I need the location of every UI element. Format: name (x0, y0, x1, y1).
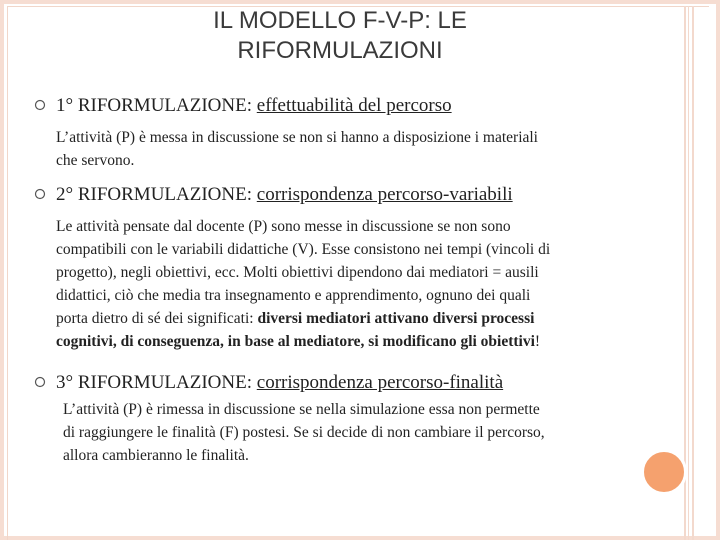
slide-title-line-2: RIFORMULAZIONI (237, 37, 443, 64)
decorative-rail (692, 6, 694, 540)
item-1-body-line: che servono. (56, 152, 135, 169)
ring-bullet-icon (34, 376, 46, 392)
item-2-body-line-mixed (56, 307, 676, 330)
item-3-body (63, 398, 683, 467)
item-3-body-line: di raggiungere le finalità (F) postesi. Se si decide di non cambiare il percorso, (63, 424, 545, 441)
slide-title-line-1: IL MODELLO F-V-P: LE (213, 7, 467, 34)
item-2-body-bold: cognitivi, di conseguenza, in base al mediatore, si modificano gli obiettivi (56, 333, 535, 350)
item-1-body-line: L’attività (P) è messa in discussione se non si hanno a disposizione i materiali (56, 129, 538, 146)
item-2-body-line-bold (56, 330, 676, 353)
ring-bullet-icon (34, 99, 46, 115)
item-3-heading (56, 372, 503, 394)
slide-title (120, 6, 560, 66)
item-2-heading (56, 184, 513, 206)
item-2-body (56, 215, 676, 353)
item-2-body-line: compatibili con le variabili didattiche (V). Esse consistono nei tempi (vincoli di (56, 241, 551, 258)
item-3-heading-topic: corrispondenza percorso-finalità (256, 372, 504, 393)
item-2-body-bold: diversi mediatori attivano diversi processi (257, 310, 535, 327)
item-2-body-line: Le attività pensate dal docente (P) sono messe in discussione se non sono (56, 218, 511, 235)
decorative-rail (684, 6, 686, 540)
decorative-rail (688, 6, 689, 540)
item-1-heading-topic: effettuabilità del percorso (256, 95, 452, 116)
item-2-body-plain: ! (534, 333, 541, 350)
item-2-heading-topic: corrispondenza percorso-variabili (256, 184, 513, 205)
item-3-heading-prefix: 3° RIFORMULAZIONE: (56, 372, 257, 393)
item-2-heading-prefix: 2° RIFORMULAZIONE: (56, 184, 257, 205)
item-2-body-plain: porta dietro di sé dei significati: (56, 310, 258, 327)
ring-bullet-icon (34, 188, 46, 204)
item-3-body-line: L’attività (P) è rimessa in discussione se nella simulazione essa non permette (63, 401, 540, 418)
item-3-body-line: allora cambieranno le finalità. (63, 447, 249, 464)
item-2-body-line: didattici, ciò che media tra insegnamento e apprendimento, ognuno dei quali (56, 287, 531, 304)
item-1-body (56, 126, 676, 172)
item-1-heading (56, 95, 452, 117)
item-1-heading-prefix: 1° RIFORMULAZIONE: (56, 95, 257, 116)
item-2-body-line: progetto), negli obiettivi, ecc. Molti obiettivi dipendono dai mediatori = ausili (56, 264, 539, 281)
